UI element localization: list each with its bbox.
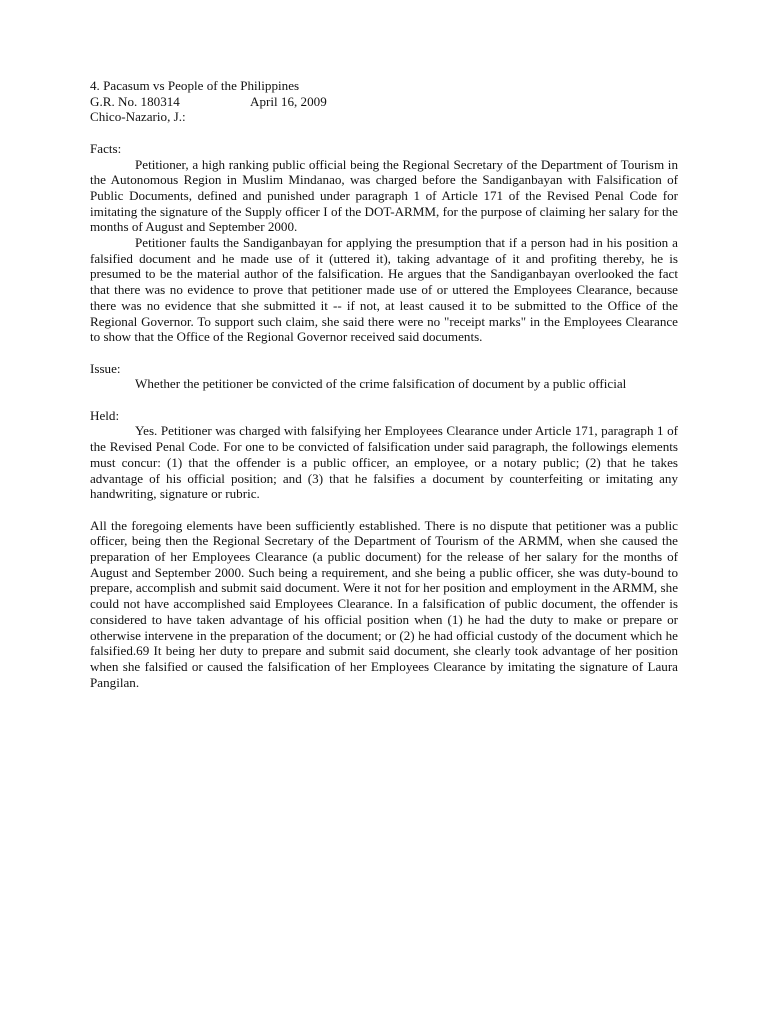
held-paragraph: All the foregoing elements have been sufficiently established. There is no dispute that petitioner was a public officer, being then the Regional Secretary of the Department of Tourism of the ARMM, when she caused the preparation of her Employees Clearance (a public document) for the release of her salary for the months of August and September 2000. Such being a requirement, and she being a public officer, she was duty-bound to prepare, accomplish and submit said document. Were it not for her position and employment in the ARMM, she could not have accomplished said Employees Clearance. In a falsification of public document, the offender is considered to have taken advantage of his official position when (1) he had the duty to make or prepare or otherwise intervene in the preparation of the document; or (2) he had official custody of the document which he falsified.69 It being her duty to prepare and submit said document, she clearly took advantage of her position when she falsified or caused the falsification of her Employees Clearance by imitating the signature of Laura Pangilan. (90, 517, 678, 690)
case-reference (90, 94, 678, 110)
held-heading: Held: (90, 407, 120, 423)
facts-paragraph: Petitioner faults the Sandiganbayan for applying the presumption that if a person had in his position a falsified document and he made use of it (uttered it), taking advantage of it and profiting thereby, he is presumed to be the material author of the falsification. He argues that the Sandiganbayan overlooked the fact that there was no evidence to prove that petitioner made use of or uttered the Employees Clearance, because there was no evidence that she submitted it -- if not, at least caused it to be submitted to the Office of the Regional Governor. To support such claim, she said there were no "receipt marks" in the Employees Clearance to show that the Office of the Regional Governor received said documents. (90, 235, 678, 345)
facts-heading: Facts: (90, 140, 122, 156)
ponente: Chico-Nazario, J.: (90, 109, 186, 125)
decision-date: April 16, 2009 (250, 93, 327, 109)
held-paragraph: Yes. Petitioner was charged with falsifying her Employees Clearance under Article 171, paragraph 1 of the Revised Penal Code. For one to be convicted of falsification under said paragraph, the followings elements must concur: (1) that the offender is a public officer, an employee, or a notary public; (2) that he takes advantage of his official position; and (3) that he falsifies a document by counterfeiting or imitating any handwriting, signature or rubric. (90, 423, 678, 502)
facts-paragraph: Petitioner, a high ranking public official being the Regional Secretary of the Department of Tourism in the Autonomous Region in Muslim Mindanao, was charged before the Sandiganbayan with Falsification of Public Documents, defined and punished under paragraph 1 of Article 171 of the Revised Penal Code for imitating the signature of the Supply officer I of the DOT-ARMM, for the purpose of claiming her salary for the months of August and September 2000. (90, 156, 678, 235)
issue-text: Whether the petitioner be convicted of the crime falsification of document by a public official (135, 376, 627, 392)
gr-number: G.R. No. 180314 (90, 93, 180, 109)
case-title: 4. Pacasum vs People of the Philippines (90, 78, 300, 93)
issue-heading: Issue: (90, 360, 121, 376)
